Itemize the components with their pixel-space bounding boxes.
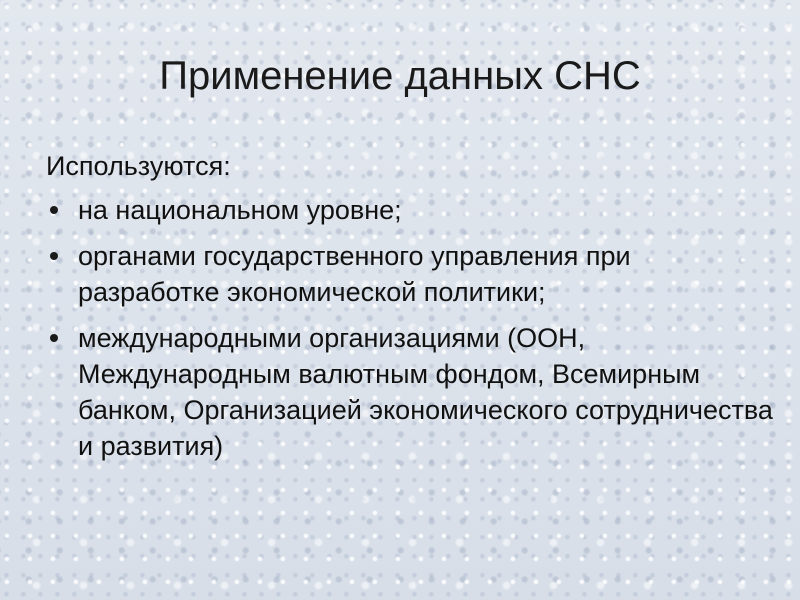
bullet-item [46, 192, 776, 228]
bullet-list [46, 192, 776, 464]
slide-body [46, 148, 776, 474]
bullet-text: органами государственного управления при разработке экономической политики; [78, 241, 631, 307]
bullet-icon [50, 206, 58, 214]
intro-text: Используются: [46, 151, 231, 181]
bullet-icon [50, 252, 58, 260]
bullet-text: международными организациями (ООН, Международным валютным фондом, Всемирным банком, Организацией экономического сотрудничества и развития) [78, 323, 773, 461]
slide-title: Применение данных СНС [159, 54, 641, 98]
bullet-item [46, 238, 776, 310]
bullet-item [46, 320, 776, 464]
bullet-text: на национальном уровне; [78, 195, 402, 225]
bullet-icon [50, 334, 58, 342]
